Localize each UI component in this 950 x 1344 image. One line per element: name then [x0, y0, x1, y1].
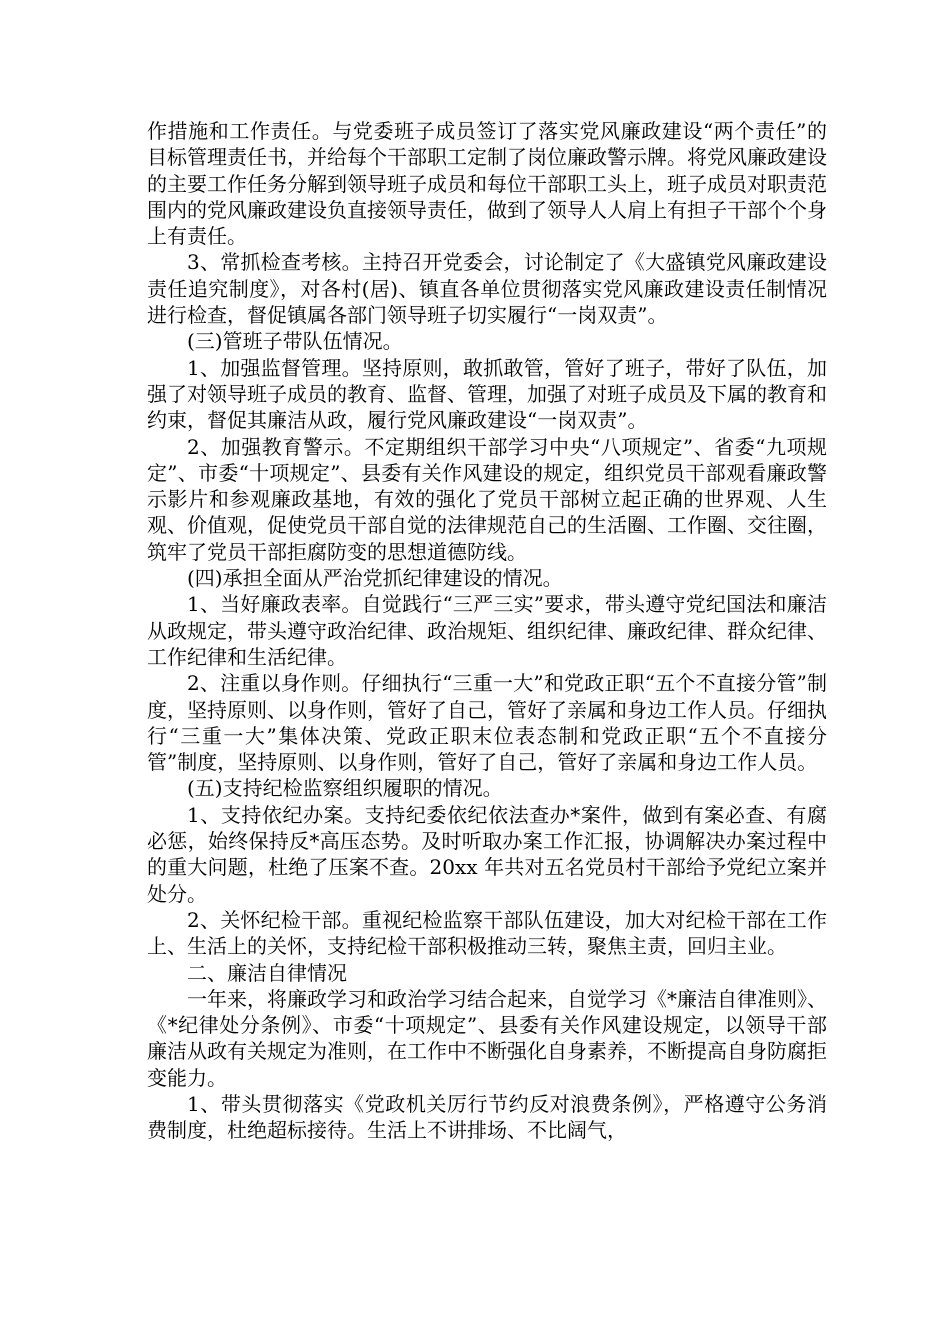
section-heading-discipline: (四)承担全面从严治党抓纪律建设的情况。 — [187, 566, 563, 591]
paragraph-education-warning: 2、加强教育警示。不定期组织干部学习中央“八项规定”、省委“九项规定”、市委“十项规定”、县委有关作风建设的规定，组织党员干部观看廉政警示影片和参观廉政基地，有效的强化了党员干部树立起正确的世界观、人生观、价值观，促使党员干部自觉的法律规范自己的生活圈、工作圈、交往圈，筑牢了党员干部拒腐防变的思想道德防线。 — [147, 434, 827, 564]
paragraph-continuation: 作措施和工作责任。与党委班子成员签订了落实党风廉政建设“两个责任”的目标管理责任书，并给每个干部职工定制了岗位廉政警示牌。将党风廉政建设的主要工作任务分解到领导班子成员和每位干部职工头上，班子成员对职责范围内的党风廉政建设负直接领导责任，做到了领导人人肩上有担子干部个个身上有责任。 — [147, 119, 827, 249]
paragraph-case-handling: 1、支持依纪办案。支持纪委依纪依法查办*案件，做到有案必查、有腐必惩，始终保持反*高压态势。及时听取办案工作汇报，协调解决办案过程中的重大问题，杜绝了压案不查。20xx 年共对五名党员村干部给予党纪立案并处分。 — [147, 802, 827, 906]
paragraph-care-for-cadres: 2、关怀纪检干部。重视纪检监察干部队伍建设，加大对纪检干部在工作上、生活上的关怀，支持纪检干部积极推动三转，聚焦主责，回归主业。 — [147, 907, 827, 959]
paragraph-lead-by-example: 2、注重以身作则。仔细执行“三重一大”和党政正职“五个不直接分管”制度，坚持原则、以身作则，管好了自己，管好了亲属和身边工作人员。仔细执行“三重一大”集体决策、党政正职末位表态制和党政正职“五个不直接分管”制度，坚持原则、以身作则，管好了自己，管好了亲属和身边工作人员。 — [147, 671, 827, 775]
section-heading-self-discipline: 二、廉洁自律情况 — [187, 960, 347, 985]
section-heading-inspection-support: (五)支持纪检监察组织履职的情况。 — [187, 776, 503, 801]
paragraph-role-model: 1、当好廉政表率。自觉践行“三严三实”要求，带头遵守党纪国法和廉洁从政规定，带头遵守政治纪律、政治规矩、组织纪律、廉政纪律、群众纪律、工作纪律和生活纪律。 — [147, 592, 827, 669]
paragraph-study: 一年来，将廉政学习和政治学习结合起来，自觉学习《*廉洁自律准则》、《*纪律处分条例》、市委“十项规定”、县委有关作风建设规定，以领导干部廉洁从政有关规定为准则，在工作中不断强化自身素养，不断提高自身防腐拒变能力。 — [147, 986, 827, 1090]
document-body — [147, 118, 827, 1144]
paragraph-inspection: 3、常抓检查考核。主持召开党委会，讨论制定了《大盛镇党风廉政建设责任追究制度》，对各村(居)、镇直各单位贯彻落实党风廉政建设责任制情况进行检查，督促镇属各部门领导班子切实履行“一岗双责”。 — [147, 250, 827, 328]
paragraph-frugality: 1、带头贯彻落实《党政机关厉行节约反对浪费条例》，严格遵守公务消费制度，杜绝超标接待。生活上不讲排场、不比阔气， — [147, 1091, 827, 1143]
section-heading-team-management: (三)管班子带队伍情况。 — [187, 329, 403, 354]
paragraph-supervision: 1、加强监督管理。坚持原则，敢抓敢管，管好了班子，带好了队伍，加强了对领导班子成员的教育、监督、管理，加强了对班子成员及下属的教育和约束，督促其廉洁从政，履行党风廉政建设“一岗双责”。 — [147, 355, 827, 433]
